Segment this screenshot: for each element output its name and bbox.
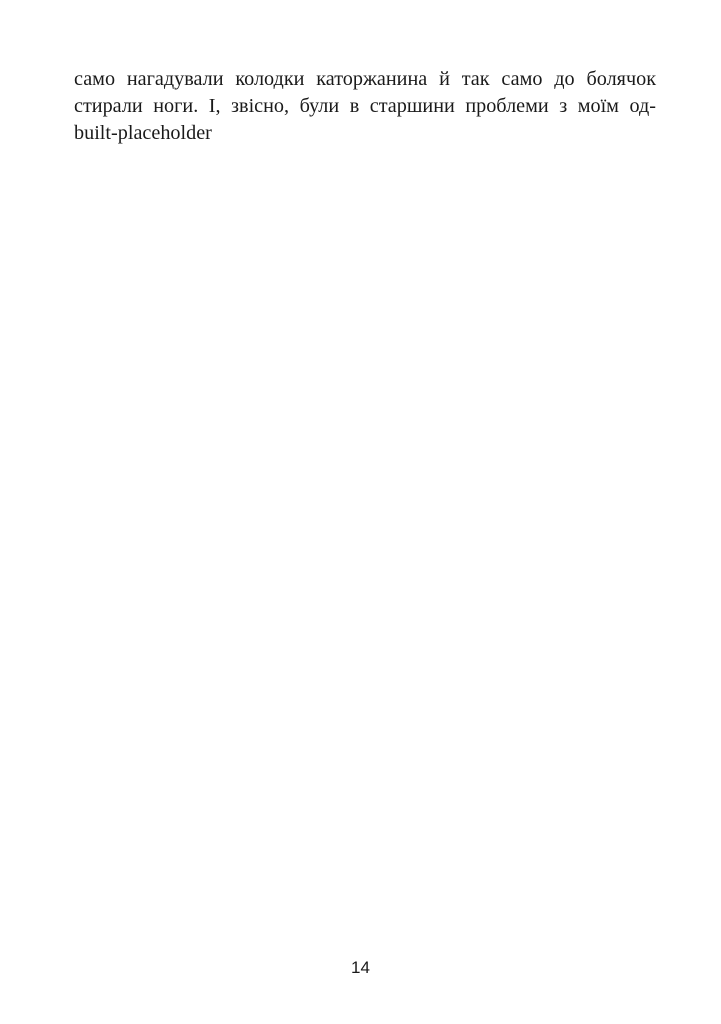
page-number: 14 (351, 958, 370, 977)
paragraph (74, 66, 656, 147)
text-line: стирали ноги. І, звісно, були в старшини проблеми з моїм од- (74, 95, 656, 118)
body-text (74, 66, 656, 147)
text-line: само нагадували колодки каторжанина й так само до болячок (74, 68, 656, 90)
text-line: built-placeholder (74, 122, 212, 145)
